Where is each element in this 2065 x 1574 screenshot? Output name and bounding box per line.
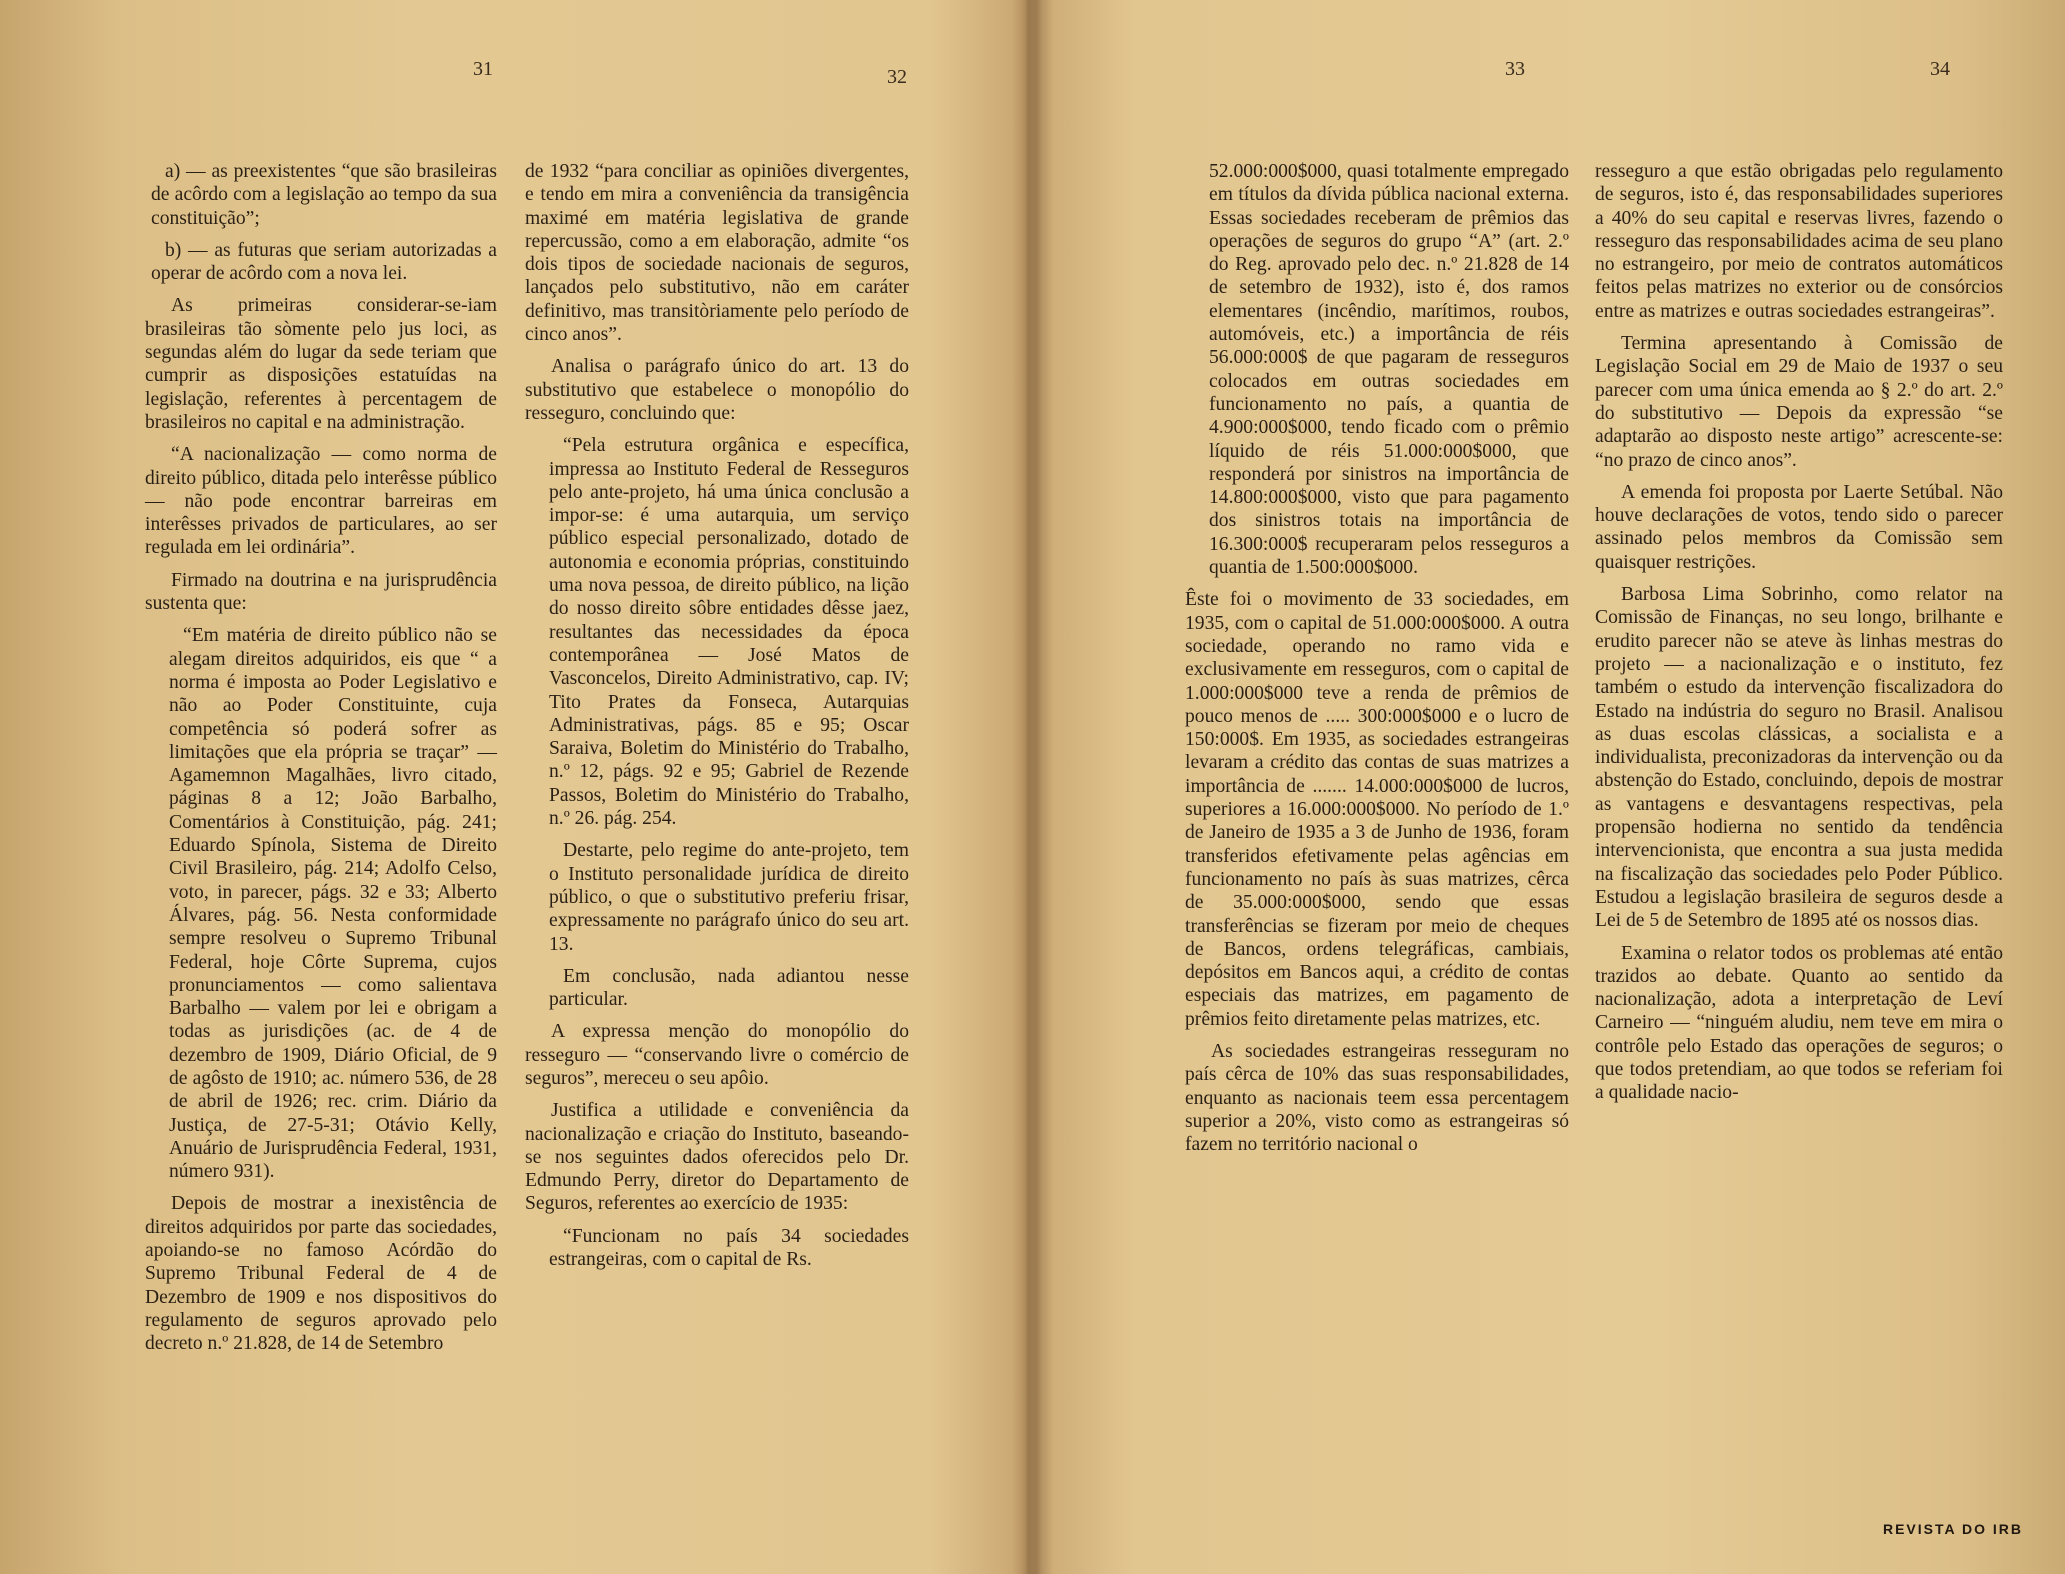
page-number-31: 31: [473, 58, 493, 80]
paragraph: “A nacionalização — como norma de direito público, ditada pelo interêsse público — não pode encontrar barreiras em interêsses privados de particulares, ao ser regulada em lei ordinária”.: [145, 444, 497, 559]
paragraph: resseguro a que estão obrigadas pelo regulamento de seguros, isto é, das responsabilidades superiores a 40% do seu capital e reservas livres, fazendo o resseguro das responsabilidades acima de seu plano no estrangeiro, por meio de contratos automáticos feitos pelas matrizes no exterior ou de consórcios entre as matrizes e outras sociedades estrangeiras”.: [1595, 161, 2003, 322]
paragraph: “Funcionam no país 34 sociedades estrangeiras, com o capital de Rs.: [549, 1225, 909, 1271]
paragraph: As primeiras considerar-se-iam brasileiras tão sòmente pelo jus loci, as segundas além do lugar da sede teriam que cumprir as disposições estatuídas na legislação, referentes à percentagem de brasileiros no capital e na administração.: [145, 295, 497, 433]
paragraph: 52.000:000$000, quasi totalmente empregado em títulos da dívida pública nacional externa. Essas sociedades receberam de prêmios das operações de seguros do grupo “A” (art. 2.º do Reg. aprovado pelo dec. n.º 21.828 de 14 de setembro de 1932), isto é, dos ramos elementares (incêndio, marítimos, roubos, automóveis, etc.) a importância de réis 56.000:000$ de que pagaram de resseguros colocados em outras sociedades em funcionamento no país, a quantia de 4.900:000$000, tendo ficado com o prêmio líquido de réis 51.000:000$000, que responderá por sinistros na importância de 14.800:000$000, visto que para pagamento dos sinistros totais na importância de 16.300:000$ recuperaram pelos resseguros a quantia de 1.500:000$000.: [1209, 161, 1569, 579]
paragraph: de 1932 “para conciliar as opiniões divergentes, e tendo em mira a conveniência da transigência maximé em matéria legislativa de grande repercussão, como a em elaboração, admite “os dois tipos de sociedade nacionais de seguros, lançados pelo substitutivo, não em caráter definitivo, mas transitòriamente pelo período de cinco anos”.: [525, 161, 909, 346]
paragraph: “Em matéria de direito público não se alegam direitos adquiridos, eis que “ a norma é imposta ao Poder Legislativo e não ao Poder Constituinte, cuja competência só poderá sofrer as limitações que ela própria se traçar” — Agamemnon Magalhães, livro citado, páginas 8 a 12; João Barbalho, Comentários à Constituição, pág. 241; Eduardo Spínola, Sistema de Direito Civil Brasileiro, pág. 214; Adolfo Celso, voto, in parecer, págs. 32 e 33; Alberto Álvares, pág. 56. Nesta conformidade sempre resolveu o Supremo Tribunal Federal, hoje Côrte Suprema, cujos pronunciamentos — como salientava Barbalho — valem por lei e obrigam a todas as jurisdições (ac. de 4 de dezembro de 1909, Diário Oficial, de 9 de agôsto de 1910; ac. número 536, de 28 de abril de 1926; rec. crim. Diário da Justiça, de 27-5-31; Otávio Kelly, Anuário de Jurisprudência Federal, 1931, número 931).: [169, 625, 497, 1183]
paragraph: Examina o relator todos os problemas até então trazidos ao debate. Quanto ao sentido da nacionalização, adota a interpretação de Leví Carneiro — “ninguém aludiu, nem teve em mira o contrôle pelo Estado das operações de seguros; o que todos pretendiam, ao que todos se referiam foi a qualidade nacio-: [1595, 942, 2003, 1104]
paragraph: A expressa menção do monopólio do resseguro — “conservando livre o comércio de seguros”, mereceu o seu apôio.: [525, 1021, 909, 1089]
paragraph: Depois de mostrar a inexistência de direitos adquiridos por parte das sociedades, apoiando-se no famoso Acórdão do Supremo Tribunal Federal de 4 de Dezembro de 1909 e nos dispositivos do regulamento de seguros aprovado pelo decreto n.º 21.828, de 14 de Setembro: [145, 1193, 497, 1355]
paragraph: Barbosa Lima Sobrinho, como relator na Comissão de Finanças, no seu longo, brilhante e erudito parecer não se ateve às linhas mestras do projeto — a nacionalização e o instituto, fez também o estudo da intervenção fiscalizadora do Estado na indústria do seguro no Brasil. Analisou as duas escolas clássicas, a socialista e a individualista, preconizadoras da intervenção ou da abstenção do Estado, concluindo, depois de mostrar as vantagens e desvantagens respectivas, pela propensão hodierna no sentido da tendência intervencionista, que encontra a sua justa medida na fiscalização das sociedades pelo Poder Público. Estudou a legislação brasileira de seguros desde a Lei de 5 de Setembro de 1895 até os nossos dias.: [1595, 584, 2003, 932]
right-page: [1030, 0, 2065, 1574]
paragraph: Termina apresentando à Comissão de Legislação Social em 29 de Maio de 1937 o seu parecer com uma única emenda ao § 2.º do art. 2.º do substitutivo — Depois da expressão “se adaptarão ao disposto neste artigo” acrescente-se: “no prazo de cinco anos”.: [1595, 333, 2003, 471]
paragraph: Justifica a utilidade e conveniência da nacionalização e criação do Instituto, baseando-se nos seguintes dados oferecidos pelo Dr. Edmundo Perry, diretor do Departamento de Seguros, referentes ao exercício de 1935:: [525, 1100, 909, 1215]
journal-footer: REVISTA DO IRB: [1882, 1521, 2023, 1537]
paragraph: Analisa o parágrafo único do art. 13 do substitutivo que estabelece o monopólio do resseguro, concluindo que:: [525, 356, 909, 424]
page-number-33: 33: [1505, 58, 1525, 80]
paragraph: Destarte, pelo regime do ante-projeto, tem o Instituto personalidade jurídica de direito público, o que o substitutivo preferiu frisar, expressamente no parágrafo único do seu art. 13.: [549, 840, 909, 955]
paragraph: Êste foi o movimento de 33 sociedades, em 1935, com o capital de 51.000:000$000. A outra sociedade, operando no ramo vida e exclusivamente em resseguros, com o capital de 1.000:000$000 teve a renda de prêmios de pouco menos de ..... 300:000$000 e o lucro de 150:000$. Em 1935, as sociedades estrangeiras levaram a crédito das contas de suas matrizes a importância de ....... 14.000:000$000 de lucros, superiores a 16.000:000$000. No período de 1.º de Janeiro de 1935 a 3 de Junho de 1936, foram transferidos efetivamente pelas agências em funcionamento no país às suas matrizes, cêrca de 35.000:000$000, sendo que essas transferências se fizeram por meio de cheques de Bancos, ordens telegráficas, cambiais, depósitos em Bancos aqui, a crédito de contas especiais das matrizes, em pagamento de prêmios feito diretamente pelas matrizes, etc.: [1185, 589, 1569, 1030]
paragraph: a) — as preexistentes “que são brasileiras de acôrdo com a legislação ao tempo da sua constituição”;: [151, 161, 497, 229]
paragraph: “Pela estrutura orgânica e específica, impressa ao Instituto Federal de Resseguros pelo ante-projeto, há uma única conclusão a impor-se: é uma autarquia, um serviço público especial personalizado, dotado de autonomia e economia próprias, constituindo uma nova pessoa, de direito público, na lição do nosso direito sôbre entidades dêsse jaez, resultantes das necessidades da época contemporânea — José Matos de Vasconcelos, Direito Administrativo, cap. IV; Tito Prates da Fonseca, Autarquias Administrativas, págs. 85 e 95; Oscar Saraiva, Boletim do Ministério do Trabalho, n.º 12, págs. 92 e 95; Gabriel de Rezende Passos, Boletim do Ministério do Trabalho, n.º 26. pág. 254.: [549, 435, 909, 830]
column-page-32: [525, 160, 909, 1280]
column-page-31: [145, 160, 497, 1365]
column-page-34: [1595, 160, 2003, 1114]
column-page-33: [1185, 160, 1569, 1165]
paragraph: As sociedades estrangeiras resseguram no país cêrca de 10% das suas responsabilidades, enquanto as nacionais teem essa percentagem superior a 20%, visto como as estrangeiras só fazem no território nacional o: [1185, 1040, 1569, 1156]
paragraph: A emenda foi proposta por Laerte Setúbal. Não houve declarações de votos, tendo sido o parecer assinado pelos membros da Comissão sem quaisquer restrições.: [1595, 481, 2003, 573]
left-page: [0, 0, 1025, 1574]
paragraph: Em conclusão, nada adiantou nesse particular.: [549, 965, 909, 1011]
page-number-34: 34: [1930, 58, 1950, 80]
paragraph: b) — as futuras que seriam autorizadas a operar de acôrdo com a nova lei.: [151, 239, 497, 285]
page-number-32: 32: [887, 66, 907, 88]
paragraph: Firmado na doutrina e na jurisprudência sustenta que:: [145, 569, 497, 615]
